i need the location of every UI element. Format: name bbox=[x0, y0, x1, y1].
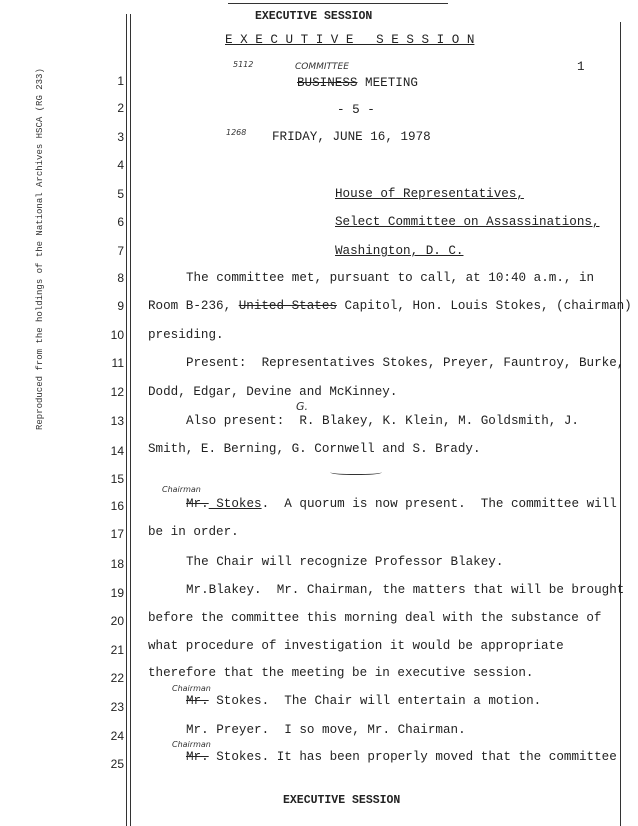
body-line-8: The committee met, pursuant to call, at 10:40 a.m., in bbox=[186, 271, 595, 285]
line-number: 10 bbox=[110, 328, 124, 342]
line-number: 5 bbox=[117, 187, 124, 201]
header-stamp: EXECUTIVE SESSION bbox=[255, 10, 373, 23]
line-number: 22 bbox=[110, 671, 124, 685]
page-number: 1 bbox=[577, 60, 585, 74]
text: . A quorum is now present. The committee will bbox=[261, 497, 617, 511]
place-line-1: House of Representatives, bbox=[335, 187, 524, 201]
line-number: 23 bbox=[110, 700, 124, 714]
struck-word: BUSINESS bbox=[297, 76, 358, 90]
handwritten-squiggle bbox=[330, 468, 382, 475]
line-number: 24 bbox=[110, 729, 124, 743]
meeting-date: FRIDAY, JUNE 16, 1978 bbox=[272, 130, 431, 144]
body-line-24: Mr. Preyer. I so move, Mr. Chairman. bbox=[186, 723, 466, 737]
text: Capitol, Hon. Louis Stokes, (chairman) bbox=[336, 299, 632, 313]
line-number: 17 bbox=[110, 527, 124, 541]
body-line-13: Also present: R. Blakey, K. Klein, M. Goldsmith, J. bbox=[186, 414, 579, 428]
body-line-9 bbox=[148, 299, 632, 313]
body-line-12: Dodd, Edgar, Devine and McKinney. bbox=[148, 385, 398, 399]
text: Stokes bbox=[208, 497, 262, 511]
margin-line-left-2 bbox=[130, 14, 131, 826]
line-number: 1 bbox=[117, 74, 124, 88]
line-number: 19 bbox=[110, 586, 124, 600]
body-line-10: presiding. bbox=[148, 328, 224, 342]
line-number: 20 bbox=[110, 614, 124, 628]
text: Stokes. The Chair will entertain a motion. bbox=[208, 694, 542, 708]
archive-side-note: Reproduced from the holdings of the National Archives HSCA (RG 233) bbox=[35, 68, 45, 430]
footer-stamp: EXECUTIVE SESSION bbox=[283, 794, 401, 807]
line-number: 15 bbox=[110, 472, 124, 486]
chairman-annotation: Chairman bbox=[162, 485, 201, 494]
meeting-word: MEETING bbox=[357, 76, 418, 90]
margin-line-left bbox=[126, 14, 127, 826]
line-number: 2 bbox=[117, 101, 124, 115]
body-line-17: be in order. bbox=[148, 525, 239, 539]
chairman-annotation: Chairman bbox=[172, 740, 211, 749]
body-line-19: Mr.Blakey. Mr. Chairman, the matters that will be brought bbox=[186, 583, 625, 597]
line-number: 3 bbox=[117, 130, 124, 144]
body-line-11: Present: Representatives Stokes, Preyer, Fauntroy, Burke, bbox=[186, 356, 625, 370]
committee-annotation: COMMITTEE bbox=[295, 62, 349, 72]
line-number: 9 bbox=[117, 299, 124, 313]
line-number: 8 bbox=[117, 271, 124, 285]
place-line-3: Washington, D. C. bbox=[335, 244, 464, 258]
line-number: 12 bbox=[110, 385, 124, 399]
line-number: 14 bbox=[110, 444, 124, 458]
body-line-25 bbox=[186, 750, 617, 764]
line-number: 18 bbox=[110, 557, 124, 571]
struck-text: United States bbox=[238, 299, 337, 313]
line-number: 7 bbox=[117, 244, 124, 258]
line-number: 4 bbox=[117, 158, 124, 172]
text: Room B-236, bbox=[148, 299, 239, 313]
body-line-16 bbox=[186, 497, 617, 511]
struck-text: Mr. bbox=[186, 694, 209, 708]
tape-code-annotation-2: 1268 bbox=[226, 128, 247, 137]
body-line-21: what procedure of investigation it would be appropriate bbox=[148, 639, 564, 653]
section-mark: - 5 - bbox=[337, 103, 375, 117]
line-number: 6 bbox=[117, 215, 124, 229]
line-number: 21 bbox=[110, 643, 124, 657]
place-line-2: Select Committee on Assassinations, bbox=[335, 215, 600, 229]
body-line-14: Smith, E. Berning, G. Cornwell and S. Brady. bbox=[148, 442, 481, 456]
tape-code-annotation: 5112 bbox=[233, 60, 254, 69]
meeting-title bbox=[297, 76, 418, 90]
page-title: E X E C U T I V E S E S S I O N bbox=[225, 33, 475, 47]
struck-text: Mr. bbox=[186, 750, 209, 764]
body-line-23 bbox=[186, 694, 541, 708]
body-line-18: The Chair will recognize Professor Blakey. bbox=[186, 555, 504, 569]
body-line-20: before the committee this morning deal with the substance of bbox=[148, 611, 602, 625]
chairman-annotation: Chairman bbox=[172, 684, 211, 693]
line-number: 16 bbox=[110, 499, 124, 513]
margin-line-right bbox=[620, 22, 621, 826]
initial-annotation: G. bbox=[296, 400, 309, 413]
text: Stokes. It has been properly moved that the committee bbox=[208, 750, 617, 764]
line-number: 13 bbox=[110, 414, 124, 428]
body-line-22: therefore that the meeting be in executive session. bbox=[148, 666, 534, 680]
top-rule bbox=[228, 3, 448, 4]
line-number: 11 bbox=[111, 356, 124, 370]
struck-text: Mr. bbox=[186, 497, 209, 511]
line-number: 25 bbox=[110, 757, 124, 771]
